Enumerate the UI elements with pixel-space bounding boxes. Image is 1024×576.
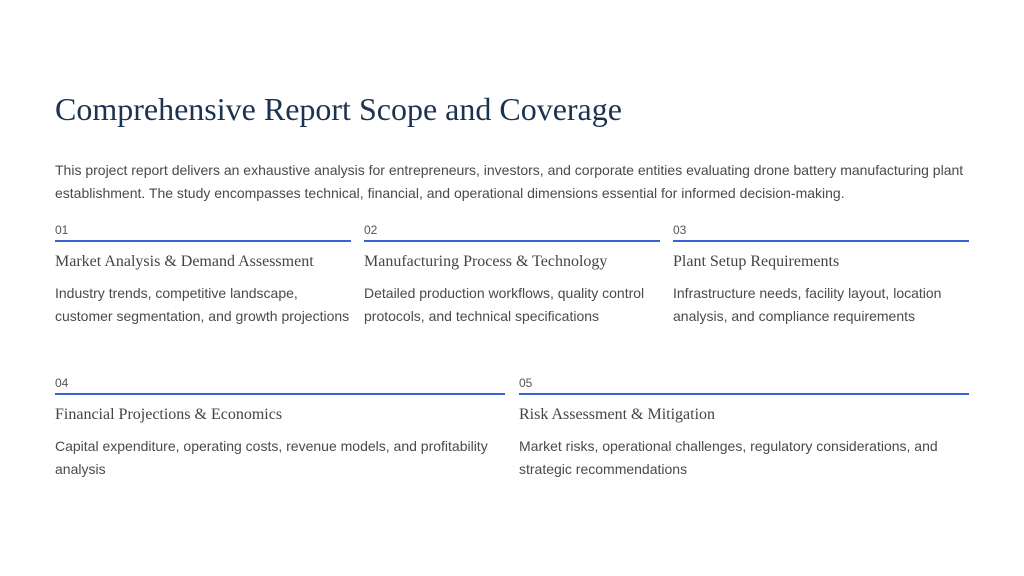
section-card-risk-assessment [519,376,969,480]
section-heading: Risk Assessment & Mitigation [519,406,716,423]
section-card-financial-projections [55,376,505,480]
section-description: Industry trends, competitive landscape, customer segmentation, and growth projections [55,285,350,324]
section-number: 02 [364,223,378,237]
section-description: Detailed production workflows, quality control protocols, and technical specifications [364,285,645,324]
section-description: Infrastructure needs, facility layout, location analysis, and compliance requirements [673,285,942,324]
page-title: Comprehensive Report Scope and Coverage [55,91,622,127]
section-heading: Financial Projections & Economics [55,406,283,423]
section-divider [364,240,660,242]
section-heading: Plant Setup Requirements [673,253,840,270]
section-divider [673,240,969,242]
section-number: 01 [55,223,69,237]
intro-paragraph: This project report delivers an exhaustive analysis for entrepreneurs, investors, and corporate entities evaluating drone battery manufacturing plant establishment. The study encompasses technical, financial, and operational dimensions essential for informed decision-making. [55,162,964,201]
section-card-plant-setup [673,223,969,327]
section-card-manufacturing-process [364,223,660,327]
section-number: 03 [673,223,687,237]
section-divider [55,393,505,395]
section-heading: Market Analysis & Demand Assessment [55,253,314,270]
section-card-market-analysis [55,223,351,327]
section-number: 05 [519,376,533,390]
section-description: Market risks, operational challenges, regulatory considerations, and strategic recommendations [519,438,938,477]
section-divider [519,393,969,395]
section-description: Capital expenditure, operating costs, revenue models, and profitability analysis [55,438,488,477]
section-divider [55,240,351,242]
section-heading: Manufacturing Process & Technology [364,253,608,270]
section-number: 04 [55,376,69,390]
